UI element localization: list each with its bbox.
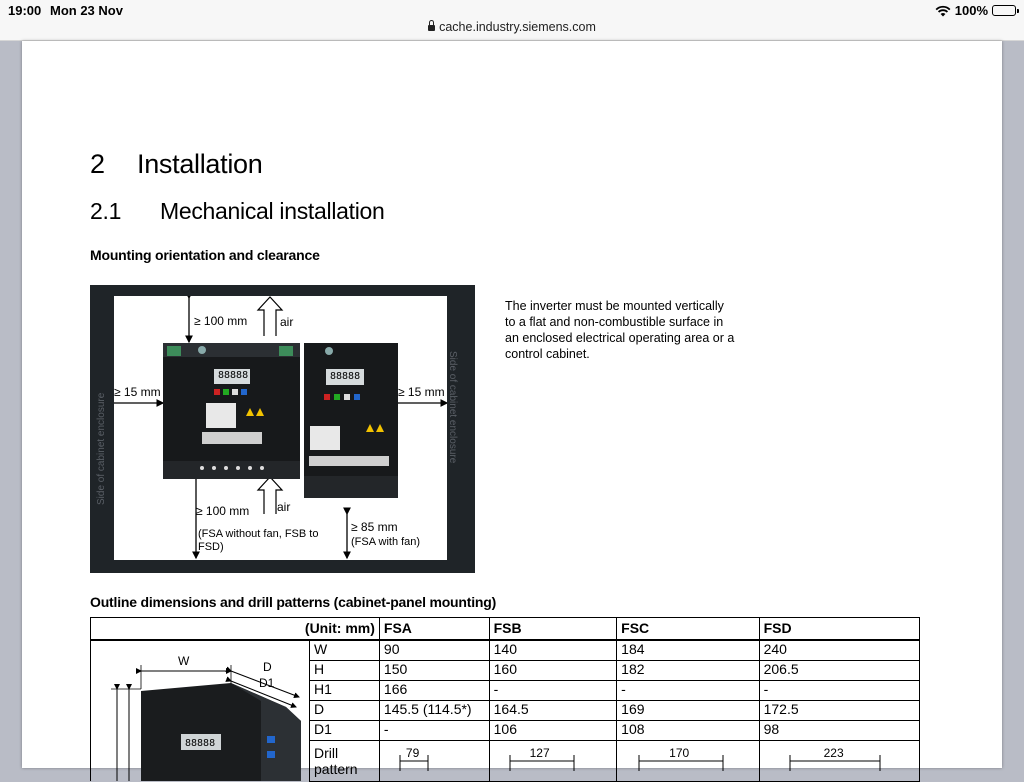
table-cell: 90 xyxy=(379,640,489,660)
mounting-figure xyxy=(90,285,475,573)
table-cell: - xyxy=(759,680,919,700)
column-header: FSD xyxy=(759,618,919,641)
table-header-row xyxy=(91,618,920,641)
table-cell: 206.5 xyxy=(759,660,919,680)
status-right xyxy=(935,3,1016,18)
table-cell: - xyxy=(617,680,759,700)
unit-header: (Unit: mm) xyxy=(91,618,380,641)
table-cell: 240 xyxy=(759,640,919,660)
table-cell: - xyxy=(489,680,617,700)
table-cell: 106 xyxy=(489,720,617,740)
subheading-mounting: Mounting orientation and clearance xyxy=(90,247,320,263)
air-arrow-top-icon xyxy=(258,297,282,336)
drawing-label-d: D xyxy=(263,660,272,674)
drawing-display: 88888 xyxy=(185,738,216,749)
table-cell: 140 xyxy=(489,640,617,660)
mounting-paragraph: The inverter must be mounted vertically to a flat and non-combustible surface in an enclosed electrical operating area or a control cabinet. xyxy=(505,299,735,361)
inverter-outline-icon xyxy=(141,683,301,781)
bottom-air-label: air xyxy=(277,500,291,514)
url-text: cache.industry.siemens.com xyxy=(439,20,596,34)
drill-value: 79 xyxy=(405,745,420,760)
side-label-right: Side of cabinet enclosure xyxy=(447,351,458,464)
status-time: 19:00 xyxy=(8,3,42,18)
lock-icon xyxy=(428,25,435,31)
drill-cell-fsa xyxy=(379,740,489,781)
address-bar[interactable] xyxy=(0,20,1024,34)
table-cell: 166 xyxy=(379,680,489,700)
status-bar xyxy=(0,0,1024,41)
table-cell: 108 xyxy=(617,720,759,740)
row-label: W xyxy=(310,640,380,660)
chapter-title: Installation xyxy=(137,149,263,179)
table-cell: 172.5 xyxy=(759,700,919,720)
column-header: FSA xyxy=(379,618,489,641)
dimensions-table xyxy=(90,617,920,782)
wifi-icon xyxy=(935,5,951,17)
bottom-clearance-label: ≥ 100 mm xyxy=(196,504,250,518)
battery-icon xyxy=(992,5,1016,16)
subheading-outline: Outline dimensions and drill patterns (cabinet-panel mounting) xyxy=(90,594,497,610)
drill-cell-fsd xyxy=(759,740,919,781)
row-label: D1 xyxy=(310,720,380,740)
drawing-label-d1: D1 xyxy=(259,676,275,690)
battery-percent: 100% xyxy=(954,3,988,18)
table-cell: 164.5 xyxy=(489,700,617,720)
dimension-drawing-cell xyxy=(91,640,310,781)
table-cell: 184 xyxy=(617,640,759,660)
document-page xyxy=(22,41,1002,777)
table-cell: 145.5 (114.5*) xyxy=(379,700,489,720)
drill-cell-fsc xyxy=(617,740,759,781)
left-clearance-label: ≥ 15 mm xyxy=(114,385,161,399)
right-clearance-label: ≥ 15 mm xyxy=(398,385,445,399)
figure-canvas xyxy=(114,296,447,560)
chapter-heading xyxy=(90,149,262,180)
column-header: FSB xyxy=(489,618,617,641)
display-left: 88888 xyxy=(218,370,249,381)
column-header: FSC xyxy=(617,618,759,641)
drill-value: 223 xyxy=(823,745,844,760)
top-clearance-label: ≥ 100 mm xyxy=(194,314,248,328)
row-label: H xyxy=(310,660,380,680)
inverter-left-icon xyxy=(163,343,300,479)
table-cell: 169 xyxy=(617,700,759,720)
table-cell: - xyxy=(379,720,489,740)
top-air-label: air xyxy=(280,315,294,329)
drill-pattern-label: Drill pattern xyxy=(314,744,358,777)
table-cell: 182 xyxy=(617,660,759,680)
drill-dimension-icon xyxy=(380,741,480,771)
drawing-label-w: W xyxy=(178,654,190,668)
table-row xyxy=(91,640,920,660)
status-date: Mon 23 Nov xyxy=(50,3,123,18)
section-number: 2.1 xyxy=(90,198,122,224)
inverter-right-icon xyxy=(304,343,398,498)
display-right: 88888 xyxy=(330,371,361,382)
dimension-drawing xyxy=(91,641,309,781)
section-title: Mechanical installation xyxy=(160,198,385,224)
fan-clearance-note: (FSA with fan) xyxy=(351,536,421,548)
row-label: H1 xyxy=(310,680,380,700)
drill-value: 127 xyxy=(529,745,550,760)
table-cell: 150 xyxy=(379,660,489,680)
drill-cell-fsb xyxy=(489,740,617,781)
side-label-left: Side of cabinet enclosure xyxy=(96,392,107,505)
bottom-clearance-note: (FSA without fan, FSB to FSD) xyxy=(198,528,319,553)
section-heading xyxy=(90,198,385,225)
fan-clearance-label: ≥ 85 mm xyxy=(351,520,398,534)
table-cell: 160 xyxy=(489,660,617,680)
chapter-number: 2 xyxy=(90,149,105,179)
row-label xyxy=(310,740,380,781)
row-label: D xyxy=(310,700,380,720)
drill-value: 170 xyxy=(669,745,690,760)
table-cell: 98 xyxy=(759,720,919,740)
